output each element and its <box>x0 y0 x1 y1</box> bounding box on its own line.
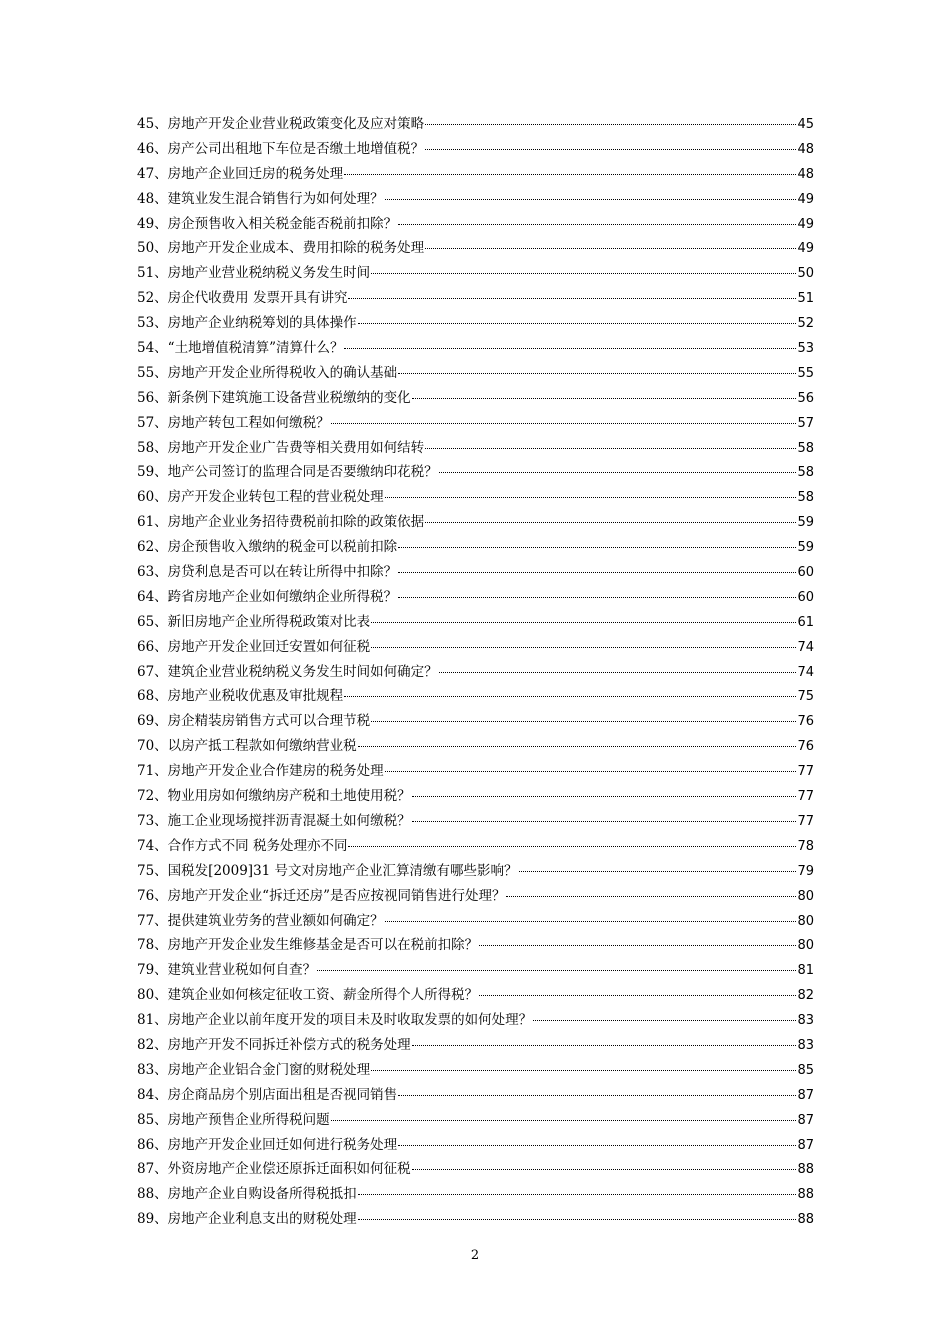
toc-entry[interactable] <box>137 286 814 311</box>
toc-entry[interactable] <box>137 261 814 286</box>
toc-dot-leader <box>358 1219 797 1220</box>
toc-entry-page: 51 <box>797 291 814 307</box>
toc-dot-leader <box>425 522 796 523</box>
toc-entry-title: 54、“土地增值税清算”清算什么？ <box>137 340 344 357</box>
toc-entry-title: 46、房产公司出租地下车位是否缴土地增值税？ <box>137 140 425 157</box>
toc-entry-title: 80、建筑企业如何核定征收工资、薪金所得个人所得税？ <box>137 987 479 1004</box>
toc-dot-leader <box>519 871 797 872</box>
toc-entry-title: 61、房地产企业业务招待费税前扣除的政策依据 <box>137 514 425 531</box>
toc-entry[interactable] <box>137 535 814 560</box>
toc-dot-leader <box>371 1070 796 1071</box>
toc-dot-leader <box>371 622 796 623</box>
toc-entry[interactable] <box>137 386 814 411</box>
toc-entry-page: 59 <box>797 515 814 531</box>
toc-entry-title: 73、施工企业现场搅拌沥青混凝土如何缴税？ <box>137 812 411 829</box>
toc-entry[interactable] <box>137 460 814 485</box>
toc-entry-title: 68、房地产业税收优惠及审批规程 <box>137 688 344 705</box>
toc-entry[interactable] <box>137 660 814 685</box>
toc-entry-title: 62、房企预售收入缴纳的税金可以税前扣除 <box>137 539 398 556</box>
toc-entry-page: 49 <box>797 216 814 232</box>
toc-entry-page: 79 <box>797 863 814 879</box>
toc-dot-leader <box>317 970 796 971</box>
toc-entry[interactable] <box>137 635 814 660</box>
toc-dot-leader <box>425 149 796 150</box>
toc-entry-title: 84、房企商品房个别店面出租是否视同销售 <box>137 1086 398 1103</box>
toc-entry[interactable] <box>137 1058 814 1083</box>
toc-entry-title: 79、建筑业营业税如何自查？ <box>137 962 317 979</box>
toc-entry-page: 77 <box>797 789 814 805</box>
toc-entry-page: 74 <box>797 664 814 680</box>
toc-entry-title: 59、地产公司签订的监理合同是否要缴纳印花税？ <box>137 464 438 481</box>
toc-entry[interactable] <box>137 684 814 709</box>
toc-entry-title: 69、房企精装房销售方式可以合理节税 <box>137 713 371 730</box>
toc-entry-page: 83 <box>797 1013 814 1029</box>
toc-entry-page: 49 <box>797 241 814 257</box>
toc-entry-page: 58 <box>797 440 814 456</box>
toc-entry[interactable] <box>137 610 814 635</box>
toc-entry[interactable] <box>137 1008 814 1033</box>
toc-dot-leader <box>412 1169 797 1170</box>
toc-entry[interactable] <box>137 759 814 784</box>
toc-entry[interactable] <box>137 734 814 759</box>
toc-entry-page: 58 <box>797 465 814 481</box>
toc-dot-leader <box>358 746 797 747</box>
toc-entry[interactable] <box>137 187 814 212</box>
page-number: 2 <box>470 1248 480 1263</box>
toc-dot-leader <box>506 896 796 897</box>
toc-entry[interactable] <box>137 510 814 535</box>
toc-entry[interactable] <box>137 983 814 1008</box>
toc-dot-leader <box>398 572 796 573</box>
toc-dot-leader <box>425 124 796 125</box>
table-of-contents <box>137 112 814 1232</box>
toc-entry-page: 77 <box>797 813 814 829</box>
toc-dot-leader <box>344 348 796 349</box>
toc-entry[interactable] <box>137 485 814 510</box>
toc-entry[interactable] <box>137 236 814 261</box>
toc-entry[interactable] <box>137 162 814 187</box>
toc-dot-leader <box>533 1020 796 1021</box>
toc-entry-title: 87、外资房地产企业偿还原拆迁面积如何征税 <box>137 1161 411 1178</box>
toc-entry-page: 55 <box>797 365 814 381</box>
toc-entry[interactable] <box>137 311 814 336</box>
toc-entry[interactable] <box>137 958 814 983</box>
toc-entry-title: 45、房地产开发企业营业税政策变化及应对策略 <box>137 116 425 132</box>
toc-entry[interactable] <box>137 933 814 958</box>
toc-entry-title: 60、房产开发企业转包工程的营业税处理 <box>137 489 384 506</box>
toc-entry-title: 70、以房产抵工程款如何缴纳营业税 <box>137 738 357 755</box>
toc-entry[interactable] <box>137 336 814 361</box>
toc-entry-title: 82、房地产开发不同拆迁补偿方式的税务处理 <box>137 1036 411 1053</box>
toc-entry-page: 83 <box>797 1037 814 1053</box>
toc-entry-page: 87 <box>797 1112 814 1128</box>
toc-dot-leader <box>358 323 797 324</box>
toc-entry-page: 88 <box>797 1212 814 1228</box>
toc-entry-title: 56、新条例下建筑施工设备营业税缴纳的变化 <box>137 389 411 406</box>
toc-entry-page: 60 <box>797 589 814 605</box>
toc-entry-title: 77、提供建筑业劳务的营业额如何确定？ <box>137 912 384 929</box>
toc-entry[interactable] <box>137 1182 814 1207</box>
toc-entry[interactable] <box>137 709 814 734</box>
toc-entry-title: 83、房地产企业铝合金门窗的财税处理 <box>137 1061 371 1078</box>
toc-dot-leader <box>412 821 797 822</box>
toc-entry[interactable] <box>137 859 814 884</box>
toc-dot-leader <box>348 298 796 299</box>
toc-dot-leader <box>385 921 797 922</box>
toc-entry-page: 87 <box>797 1087 814 1103</box>
toc-dot-leader <box>412 796 797 797</box>
toc-entry-page: 74 <box>797 639 814 655</box>
toc-dot-leader <box>398 547 796 548</box>
toc-entry-title: 71、房地产开发企业合作建房的税务处理 <box>137 763 384 780</box>
toc-entry-page: 45 <box>797 117 814 132</box>
toc-entry-page: 58 <box>797 490 814 506</box>
toc-entry-title: 47、房地产企业回迁房的税务处理 <box>137 165 344 182</box>
toc-entry-title: 53、房地产企业纳税筹划的具体操作 <box>137 315 357 332</box>
toc-entry[interactable] <box>137 411 814 436</box>
toc-dot-leader <box>398 1145 796 1146</box>
toc-entry-title: 51、房地产业营业税纳税义务发生时间 <box>137 265 371 282</box>
toc-entry[interactable] <box>137 585 814 610</box>
toc-entry-page: 80 <box>797 938 814 954</box>
toc-entry-page: 59 <box>797 540 814 556</box>
toc-entry-page: 75 <box>797 689 814 705</box>
toc-entry-title: 67、建筑企业营业税纳税义务发生时间如何确定？ <box>137 663 438 680</box>
toc-entry-title: 74、合作方式不同 税务处理亦不同 <box>137 837 348 854</box>
toc-dot-leader <box>479 945 796 946</box>
toc-dot-leader <box>385 771 797 772</box>
toc-entry[interactable] <box>137 112 814 137</box>
toc-entry-title: 72、物业用房如何缴纳房产税和土地使用税？ <box>137 788 411 805</box>
toc-entry[interactable] <box>137 1133 814 1158</box>
toc-entry-title: 81、房地产企业以前年度开发的项目未及时收取发票的如何处理？ <box>137 1012 533 1029</box>
toc-entry-title: 89、房地产企业利息支出的财税处理 <box>137 1211 357 1228</box>
toc-entry-page: 50 <box>797 266 814 282</box>
toc-entry-title: 55、房地产开发企业所得税收入的确认基础 <box>137 364 398 381</box>
toc-entry-title: 75、国税发[2009]31 号文对房地产企业汇算清缴有哪些影响？ <box>137 862 518 879</box>
toc-dot-leader <box>439 672 797 673</box>
toc-entry-page: 53 <box>797 341 814 357</box>
toc-entry[interactable] <box>137 884 814 909</box>
toc-entry[interactable] <box>137 137 814 162</box>
toc-entry-page: 88 <box>797 1162 814 1178</box>
toc-entry-title: 63、房贷利息是否可以在转让所得中扣除？ <box>137 564 398 581</box>
toc-entry-title: 49、房企预售收入相关税金能否税前扣除？ <box>137 215 398 232</box>
toc-entry-title: 58、房地产开发企业广告费等相关费用如何结转 <box>137 439 425 456</box>
toc-entry-page: 88 <box>797 1187 814 1203</box>
toc-entry-title: 66、房地产开发企业回迁安置如何征税 <box>137 638 371 655</box>
toc-entry-title: 64、跨省房地产企业如何缴纳企业所得税？ <box>137 588 398 605</box>
toc-dot-leader <box>412 398 797 399</box>
toc-entry-title: 76、房地产开发企业“拆迁还房”是否应按视同销售进行处理？ <box>137 887 506 904</box>
toc-entry[interactable] <box>137 1083 814 1108</box>
toc-entry-title: 88、房地产企业自购设备所得税抵扣 <box>137 1186 357 1203</box>
toc-entry-page: 87 <box>797 1137 814 1153</box>
toc-dot-leader <box>398 373 796 374</box>
toc-entry[interactable] <box>137 361 814 386</box>
toc-entry-page: 78 <box>797 838 814 854</box>
toc-entry-page: 80 <box>797 913 814 929</box>
toc-dot-leader <box>331 1120 797 1121</box>
toc-entry-page: 81 <box>797 963 814 979</box>
toc-entry-title: 48、建筑业发生混合销售行为如何处理？ <box>137 190 384 207</box>
toc-entry-page: 80 <box>797 888 814 904</box>
toc-entry-title: 78、房地产开发企业发生维修基金是否可以在税前扣除？ <box>137 937 479 954</box>
toc-entry-page: 82 <box>797 988 814 1004</box>
toc-entry[interactable] <box>137 809 814 834</box>
toc-dot-leader <box>358 1194 797 1195</box>
toc-dot-leader <box>398 597 796 598</box>
toc-entry[interactable] <box>137 784 814 809</box>
toc-entry-page: 57 <box>797 415 814 431</box>
toc-entry-title: 50、房地产开发企业成本、费用扣除的税务处理 <box>137 240 425 257</box>
toc-entry-title: 65、新旧房地产企业所得税政策对比表 <box>137 613 371 630</box>
toc-dot-leader <box>348 846 796 847</box>
toc-entry-page: 56 <box>797 390 814 406</box>
toc-dot-leader <box>344 174 796 175</box>
toc-entry-page: 49 <box>797 191 814 207</box>
toc-entry-page: 60 <box>797 565 814 581</box>
toc-entry[interactable] <box>137 909 814 934</box>
toc-entry-page: 48 <box>797 166 814 182</box>
toc-entry-page: 77 <box>797 764 814 780</box>
toc-dot-leader <box>412 1045 797 1046</box>
toc-entry[interactable] <box>137 1033 814 1058</box>
toc-entry-title: 86、房地产开发企业回迁如何进行税务处理 <box>137 1136 398 1153</box>
toc-dot-leader <box>371 273 796 274</box>
toc-dot-leader <box>331 423 797 424</box>
toc-entry-page: 61 <box>797 614 814 630</box>
toc-entry[interactable] <box>137 436 814 461</box>
toc-dot-leader <box>398 1095 796 1096</box>
toc-dot-leader <box>439 472 797 473</box>
toc-entry[interactable] <box>137 1207 814 1232</box>
toc-dot-leader <box>385 497 797 498</box>
toc-entry-title: 85、房地产预售企业所得税问题 <box>137 1111 330 1128</box>
toc-entry-page: 48 <box>797 141 814 157</box>
toc-dot-leader <box>398 224 796 225</box>
toc-entry-title: 57、房地产转包工程如何缴税？ <box>137 414 330 431</box>
toc-entry[interactable] <box>137 1157 814 1182</box>
toc-dot-leader <box>371 647 796 648</box>
toc-dot-leader <box>371 721 796 722</box>
toc-entry[interactable] <box>137 212 814 237</box>
toc-dot-leader <box>479 995 796 996</box>
toc-entry-page: 76 <box>797 714 814 730</box>
toc-entry[interactable] <box>137 560 814 585</box>
toc-dot-leader <box>385 199 797 200</box>
toc-entry-page: 85 <box>797 1062 814 1078</box>
toc-entry[interactable] <box>137 834 814 859</box>
toc-entry-page: 76 <box>797 739 814 755</box>
toc-entry[interactable] <box>137 1108 814 1133</box>
toc-entry-title: 52、房企代收费用 发票开具有讲究 <box>137 290 348 307</box>
toc-dot-leader <box>425 248 796 249</box>
toc-dot-leader <box>425 448 796 449</box>
toc-entry-page: 52 <box>797 316 814 332</box>
toc-dot-leader <box>344 696 796 697</box>
